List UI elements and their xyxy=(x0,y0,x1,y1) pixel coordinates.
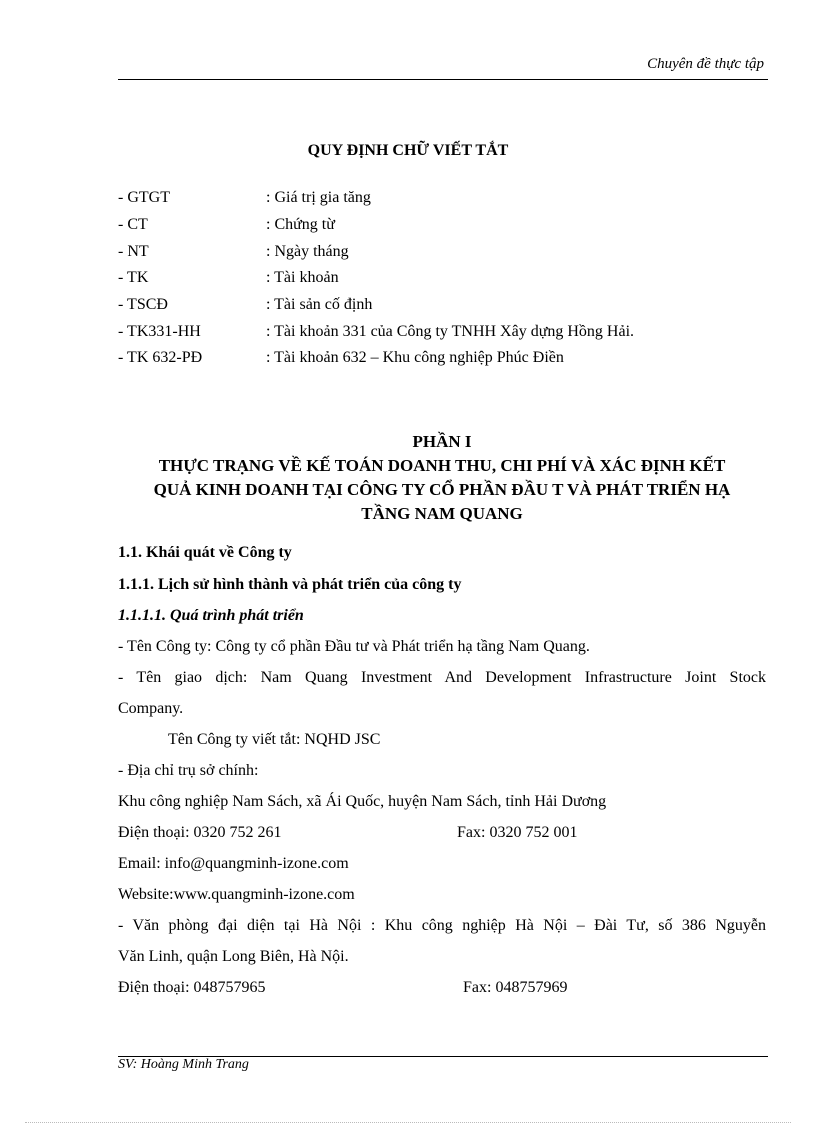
website-line: Website:www.quangminh-izone.com xyxy=(118,886,355,903)
email-line: Email: info@quangminh-izone.com xyxy=(118,855,349,872)
running-header: Chuyên đề thực tập xyxy=(647,56,764,72)
abbreviation-definition: : Tài khoản 331 của Công ty TNHH Xây dựng Hồng Hải. xyxy=(266,323,635,340)
heading-2: 1.1.1. Lịch sử hình thành và phát triển của công ty xyxy=(118,576,462,593)
abbreviation-code: - CT xyxy=(118,216,148,233)
abbreviation-definition: : Tài khoản 632 – Khu công nghiệp Phúc Điền xyxy=(266,349,564,366)
part-title-block xyxy=(118,430,766,526)
abbreviation-code: - TSCĐ xyxy=(118,296,168,313)
heading-1: 1.1. Khái quát về Công ty xyxy=(118,544,292,561)
hq-label: - Địa chỉ trụ sở chính: xyxy=(118,762,259,779)
section-title: QUY ĐỊNH CHỮ VIẾT TẮT xyxy=(307,142,509,159)
abbreviation-code: - GTGT xyxy=(118,189,170,206)
footer-author: SV: Hoàng Minh Trang xyxy=(118,1057,249,1072)
abbreviation-code: - NT xyxy=(118,243,149,260)
part-title-line: TẦNG NAM QUANG xyxy=(361,504,523,523)
part-label: PHẦN I xyxy=(412,432,472,451)
abbreviation-definition: : Tài khoản xyxy=(266,269,339,286)
part-title-line: QUẢ KINH DOANH TẠI CÔNG TY CỔ PHẦN ĐẦU T VÀ PHÁT TRIỂN HẠ xyxy=(153,480,731,499)
part-title-line: THỰC TRẠNG VỀ KẾ TOÁN DOANH THU, CHI PHÍ VÀ XÁC ĐỊNH KẾT xyxy=(158,456,726,475)
abbreviation-code: - TK 632-PĐ xyxy=(118,349,203,366)
hanoi-office-continuation: Văn Linh, quận Long Biên, Hà Nội. xyxy=(118,948,349,965)
hanoi-office-line: - Văn phòng đại diện tại Hà Nội : Khu công nghiệp Hà Nội – Đài Tư, số 386 Nguyễn xyxy=(118,917,766,934)
trade-name-continuation: Company. xyxy=(118,700,184,717)
company-name-line: - Tên Công ty: Công ty cổ phần Đầu tư và Phát triển hạ tầng Nam Quang. xyxy=(118,638,590,655)
hanoi-fax: Fax: 048757969 xyxy=(463,979,568,996)
abbreviation-definition: : Tài sản cố định xyxy=(266,296,373,313)
abbreviation-definition: : Giá trị gia tăng xyxy=(266,189,371,206)
hq-phone: Điện thoại: 0320 752 261 xyxy=(118,824,282,841)
hq-address: Khu công nghiệp Nam Sách, xã Ái Quốc, huyện Nam Sách, tỉnh Hải Dương xyxy=(118,793,607,810)
heading-3: 1.1.1.1. Quá trình phát triển xyxy=(118,607,304,624)
abbreviation-definition: : Ngày tháng xyxy=(266,243,349,260)
hq-fax: Fax: 0320 752 001 xyxy=(457,824,578,841)
abbreviation-code: - TK331-HH xyxy=(118,323,201,340)
trade-name-line: - Tên giao dịch: Nam Quang Investment And Development Infrastructure Joint Stock xyxy=(118,669,766,686)
abbreviation-definition: : Chứng từ xyxy=(266,216,335,233)
short-name-line: Tên Công ty viết tắt: NQHD JSC xyxy=(168,731,381,748)
header-rule xyxy=(118,79,768,80)
hanoi-phone: Điện thoại: 048757965 xyxy=(118,979,266,996)
abbreviation-code: - TK xyxy=(118,269,149,286)
